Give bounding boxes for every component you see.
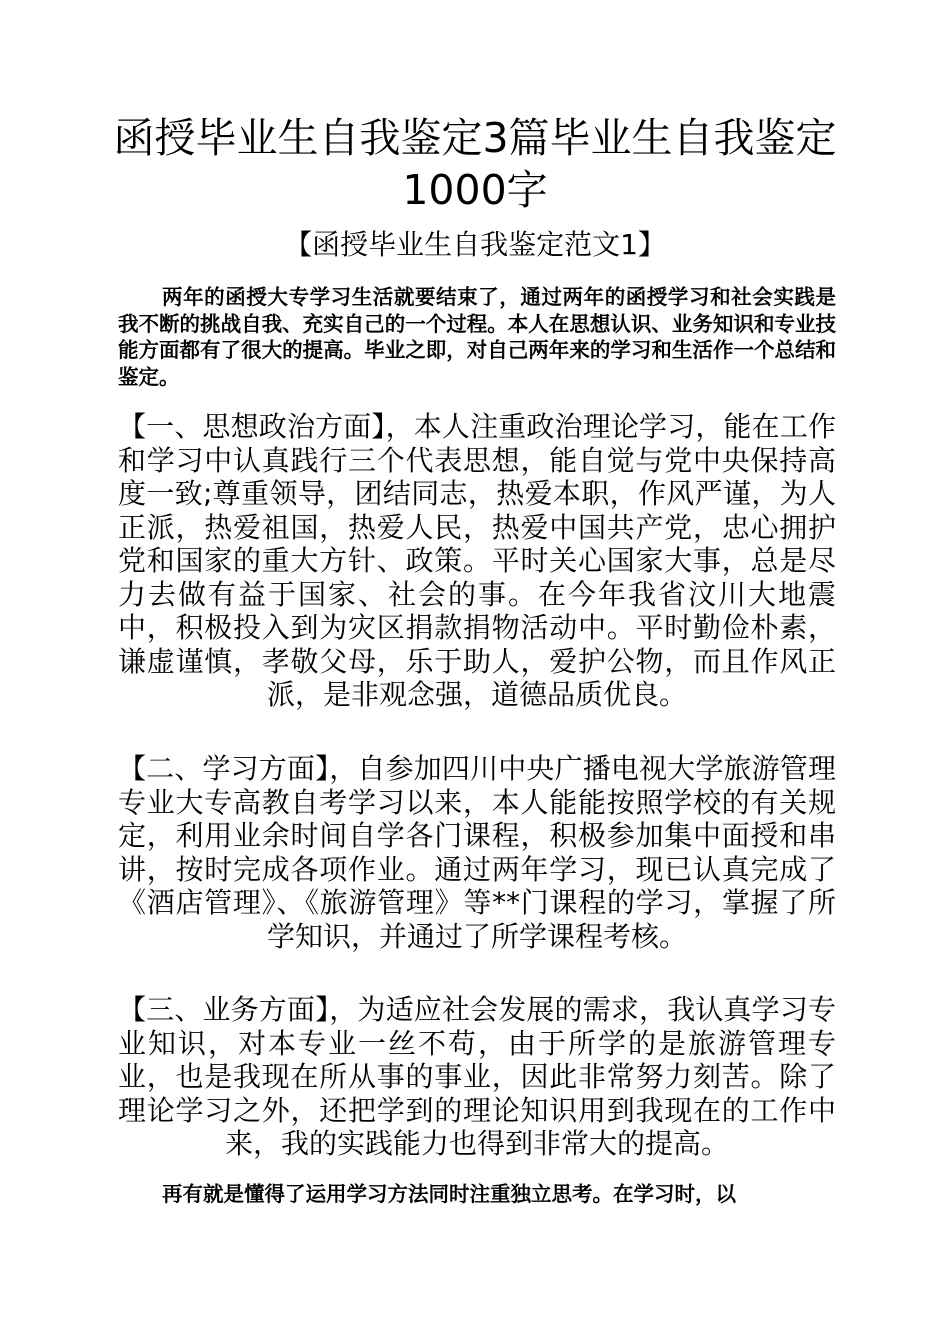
document-title: 函授毕业生自我鉴定3篇毕业生自我鉴定1000字 [113,114,837,214]
tail-paragraph: 再有就是懂得了运用学习方法同时注重独立思考。在学习时，以 [162,1182,736,1206]
section-ideology: 【一、思想政治方面】，本人注重政治理论学习，能在工作和学习中认真践行三个代表思想，能自觉与党中央保持高度一致;尊重领导，团结同志，热爱本职，作风严谨，为人正派，热爱祖国，热爱人民，热爱中国共产党，忠心拥护党和国家的重大方针、政策。平时关心国家大事，总是尽力去做有益于国家、社会的事。在今年我省汶川大地震中，积极投入到为灾区捐款捐物活动中。平时勤俭朴素，谦虚谨慎，孝敬父母，乐于助人，爱护公物，而且作风正派，是非观念强，道德品质优良。 [118,410,836,711]
intro-paragraph: 两年的函授大专学习生活就要结束了，通过两年的函授学习和社会实践是我不断的挑战自我、充实自己的一个过程。本人在思想认识、业务知识和专业技能方面都有了很大的提高。毕业之即，对自己两年来的学习和生活作一个总结和鉴定。 [118,285,836,389]
section-work: 【三、业务方面】，为适应社会发展的需求，我认真学习专业知识，对本专业一丝不苟，由于所学的是旅游管理专业，也是我现在所从事的事业，因此非常努力刻苦。除了理论学习之外，还把学到的理论知识用到我现在的工作中来，我的实践能力也得到非常大的提高。 [118,993,836,1160]
section-study: 【二、学习方面】，自参加四川中央广播电视大学旅游管理专业大专高教自考学习以来，本人能能按照学校的有关规定，利用业余时间自学各门课程，积极参加集中面授和串讲，按时完成各项作业。通过两年学习，现已认真完成了《酒店管理》、《旅游管理》等**门课程的学习，掌握了所学知识，并通过了所学课程考核。 [118,752,836,953]
document-subtitle: 【函授毕业生自我鉴定范文1】 [284,228,666,261]
